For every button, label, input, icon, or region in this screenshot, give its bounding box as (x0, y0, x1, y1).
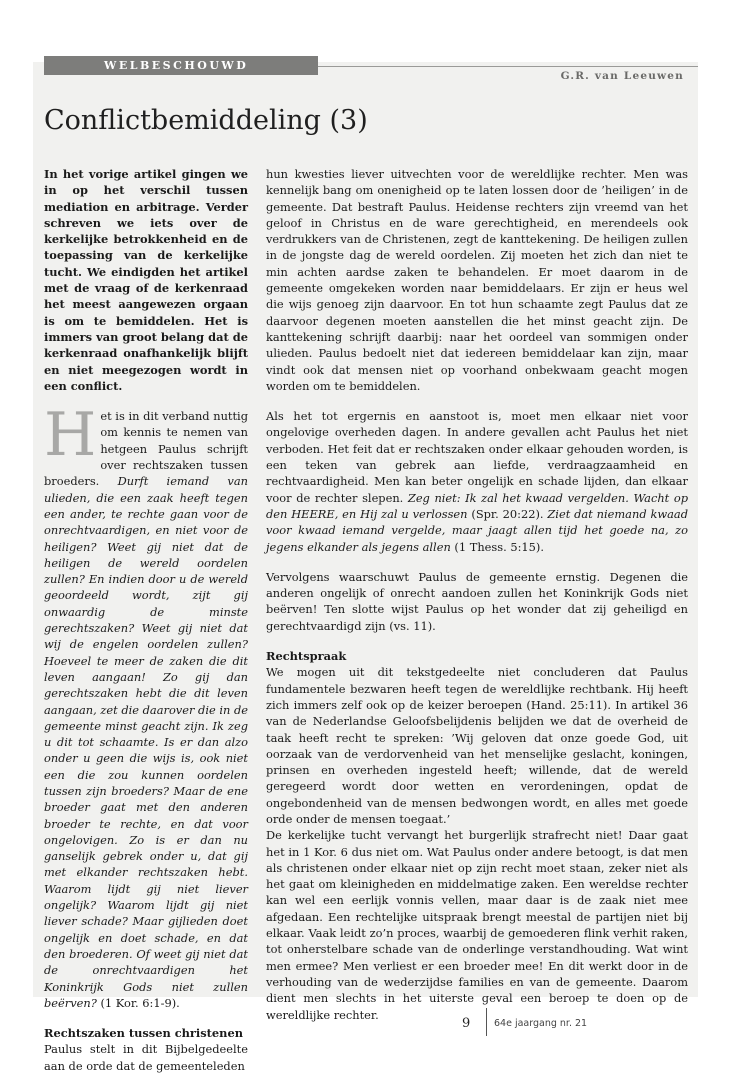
paragraph-lead: et is in dit verband nuttig om kennis te nemen van hetgeen Paulus schrijft over rechtszaken tussen broeders. (44, 409, 248, 489)
drop-cap: H (44, 400, 97, 471)
bible-quote: Zeg niet: Ik zal het kwaad vergelden. Wacht op den HEERE, en Hij zal u verlossen (266, 490, 688, 521)
bible-reference: (Spr. 20:22). (471, 506, 544, 521)
bible-quote: Ziet dat niemand kwaad voor kwaad iemand vergelde, maar jaagt allen tijd het goede na, zo jegens elkander als jegens allen (266, 506, 689, 554)
header-rule (318, 66, 698, 67)
right-column (266, 166, 688, 1023)
paragraph: Vervolgens waarschuwt Paulus de gemeente ernstig. Degenen die anderen ongelijk of onrecht aandoen zullen het Koninkrijk Gods niet beërven! Ten slotte wijst Paulus op het wonder dat zij geheiligd en gerechtvaardigd zijn (vs. 11). (266, 569, 688, 633)
article-title: Conflictbemiddeling (3) (44, 105, 368, 136)
paragraph-lead: Als het tot ergernis en aanstoot is, moet men elkaar niet voor ongelovige overheden dagen. In andere gevallen acht Paulus het niet verboden. Het feit dat er rechtszaken onder elkaar gehouden worden, is een teken van gebrek aan liefde, verdraagzaamheid en rechtvaardigheid. Men kan beter ongelijk en schade lijden, dan elkaar voor de rechter slepen. (266, 409, 688, 505)
section-label: WELBESCHOUWD (44, 56, 318, 75)
subheading-rechtspraak: Rechtspraak (266, 649, 347, 664)
intro-paragraph: In het vorige artikel gingen we in op het verschil tussen mediation en arbitrage. Verder schreven we iets over de kerkelijke betrokkenheid en de toepassing van de kerkelijke tucht. We eindigden het artikel met de vraag of de kerkenraad het meest aangewezen orgaan is om te bemiddelen. Het is immers van groot belang dat de kerkenraad onafhankelijk blijft en niet meegezogen wordt in een conflict. (44, 167, 248, 393)
page-number: 9 (462, 1016, 471, 1031)
author: G.R. van Leeuwen (560, 70, 684, 82)
subheading-rechtszaken: Rechtszaken tussen christenen (44, 1026, 243, 1041)
paragraph: We mogen uit dit tekstgedeelte niet concluderen dat Paulus fundamentele bezwaren heeft tegen de wereldlijke rechtbank. Hij heeft zich immers zelf ook op de keizer beroepen (Hand. 25:11). In artikel 36 van de Nederlandse Geloofsbelijdenis belijden we dat de overheid de taak heeft recht te spreken: ’Wij geloven dat onze goede God, uit oorzaak van de verdorvenheid van het menselijke geslacht, koningen, prinsen en overheden ingesteld heeft; willende, dat de wereld geregeerd wordt door wetten en verordeningen, opdat de ongebondenheid van de mensen bedwongen wordt, en alles met goede orde onder de mensen toegaat.’ (266, 665, 688, 826)
footer-divider (486, 1008, 487, 1036)
paragraph: De kerkelijke tucht vervangt het burgerlijk strafrecht niet! Daar gaat het in 1 Kor. 6 dus niet om. Wat Paulus onder andere betoogt, is dat men als christenen onder elkaar niet op zijn recht moet staan, zeker niet als het gaat om kleinigheden en middelmatige zaken. Een wereldse rechter kan wel een eerlijk vonnis vellen, maar daar is de zaak niet mee afgedaan. Een rechtelijke uitspraak brengt meestal de partijen niet bij elkaar. Vaak leidt zo’n proces, waarbij de gemoederen flink verhit raken, tot onherstelbare schade van de onderlinge verstandhouding. Wat wint men ermee? Men verliest er een broeder mee! En dit werkt door in de verhouding van de wederzijdse families en van de gemeente. Daarom dient men slechts in het uiterste geval een beroep te doen op de wereldlijke rechter. (266, 828, 688, 1022)
paragraph-dropcap (44, 400, 248, 1011)
bible-reference: (1 Thess. 5:15). (454, 539, 544, 554)
paragraph (266, 408, 688, 555)
bible-quote: Durft iemand van ulieden, die een zaak heeft tegen een ander, te rechte gaan voor de onrechtvaardigen, en niet voor de heiligen? Weet gij niet dat de heiligen de wereld oordelen zullen? En indien door u de wereld geoordeeld wordt, zijt gij onwaardig de minste gerechtszaken? Weet gij niet dat wij de engelen oordelen zullen? Hoeveel te meer de zaken die dit leven aangaan! Zo gij dan gerechtszaken hebt die dit leven aangaan, zet die daarover die in de gemeente minst geacht zijn. Ik zeg u dit tot schaamte. Is er dan alzo onder u geen die wijs is, ook niet een die zou kunnen oordelen tussen zijn broeders? Maar de ene broeder gaat met den anderen broeder te rechte, en dat voor ongelovigen. Zo is er dan nu ganselijk gebrek onder u, dat gij met elkander rechtszaken hebt. Waarom lijdt gij niet liever ongelijk? Waarom lijdt gij niet liever schade? Maar gijlieden doet ongelijk en doet schade, en dat den broederen. Of weet gij niet dat de onrechtvaardigen het Koninkrijk Gods niet zullen beërven? (44, 474, 248, 1010)
bible-reference: (1 Kor. 6:1-9). (100, 995, 180, 1010)
paragraph: Paulus stelt in dit Bijbelgedeelte aan de orde dat de gemeenteleden (44, 1042, 248, 1073)
left-column (44, 166, 248, 1074)
paragraph: hun kwesties liever uitvechten voor de wereldlijke rechter. Men was kennelijk bang om onenigheid op te laten lossen door de ’heiligen’ in de gemeente. Dat bestraft Paulus. Heidense rechters zijn vreemd van het geloof in Christus en de ware gerechtigheid, en merendeels ook verdrukkers van de Christenen, zegt de kanttekening. De heiligen zullen in de jongste dag de wereld oordelen. Zij moeten het zich dan niet te min achten aardse zaken te behandelen. Er moet daarom in de gemeente omgekeken worden naar bemiddelaars. Er zijn er heus wel die wijs genoeg zijn daarvoor. En tot hun schaamte zegt Paulus dat ze daarvoor degenen moeten aanstellen die het minst geacht zijn. De kanttekening schrijft daarbij: naar het oordeel van sommigen onder ulieden. Paulus bedoelt niet dat iedereen bemiddelaar kan zijn, maar vindt ook dat mensen niet op voorhand onbekwaam geacht mogen worden om te bemiddelen. (266, 167, 688, 393)
issue-label: 64e jaargang nr. 21 (494, 1018, 588, 1029)
